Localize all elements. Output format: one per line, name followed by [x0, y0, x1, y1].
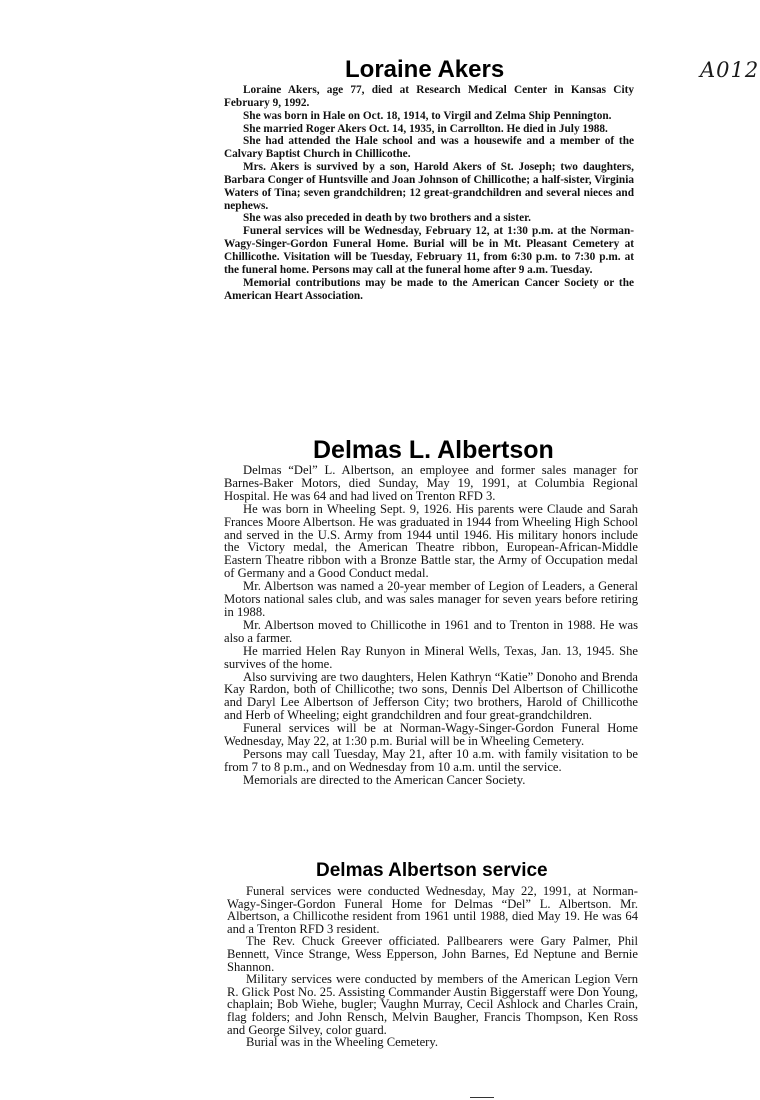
page-bottom-divider	[470, 1097, 494, 1098]
paragraph: Memorial contributions may be made to the American Cancer Society or the American Heart Association.	[224, 276, 634, 302]
paragraph: Delmas “Del” L. Albertson, an employee and former sales manager for Barnes-Baker Motors, died Sunday, May 19, 1991, at Columbia Regional Hospital. He was 64 and had lived on Trenton RFD 3.	[224, 463, 638, 503]
handwritten-archive-number: A012	[700, 58, 760, 82]
paragraph: She was born in Hale on Oct. 18, 1914, to Virgil and Zelma Ship Pennington.	[243, 109, 612, 122]
paragraph: Memorials are directed to the American Cancer Society.	[243, 772, 526, 787]
service-article-headline: Delmas Albertson service	[316, 860, 548, 881]
paragraph: Funeral services will be at Norman-Wagy-Singer-Gordon Funeral Home Wednesday, May 22, at 1:30 p.m. Burial will be in Wheeling Cemetery.	[224, 721, 638, 749]
paragraph: Funeral services will be Wednesday, February 12, at 1:30 p.m. at the Norman-Wagy-Singer-Gordon Funeral Home. Burial will be in Mt. Pleasant Cemetery at Chillicothe. Visitation will be Tuesday, February 11, from 6:30 p.m. to 7:30 p.m. at the funeral home. Persons may call at the funeral home after 9 a.m. Tuesday.	[224, 225, 634, 276]
paragraph: Mr. Albertson was named a 20-year member of Legion of Leaders, a General Motors national sales club, and was sales manager for seven years before retiring in 1988.	[224, 579, 638, 619]
obituary-body-loraine-akers	[224, 84, 634, 302]
paragraph: Military services were conducted by members of the American Legion Vern R. Glick Post No. 25. Assisting Commander Austin Biggerstaff were Don Young, chaplain; Bob Wiehe, bugler; Vaughn Murray, Cecil Ashlock and Charles Crain, flag folders; and John Rensch, Melvin Baugher, Francis Thompson, Ken Ross and George Silvey, color guard.	[227, 972, 638, 1037]
paragraph: She was also preceded in death by two brothers and a sister.	[243, 212, 531, 225]
paragraph: Persons may call Tuesday, May 21, after 10 a.m. with family visitation to be from 7 to 8 p.m., and on Wednesday from 10 a.m. until the service.	[224, 746, 638, 774]
obituary-headline-delmas-albertson: Delmas L. Albertson	[313, 436, 554, 464]
obituary-body-delmas-albertson	[224, 464, 638, 787]
paragraph: He was born in Wheeling Sept. 9, 1926. His parents were Claude and Sarah Frances Moore Albertson. He was graduated in 1944 from Wheeling High School and served in the U.S. Army from 1944 until 1946. His military honors include the Victory medal, the American Theatre ribbon, European-African-Middle Eastern Theatre ribbon with a Bronze Battle star, the Army of Occupation medal of Germany and a Good Conduct medal.	[224, 501, 638, 581]
paragraph: Loraine Akers, age 77, died at Research Medical Center in Kansas City February 9, 1992.	[224, 84, 634, 109]
paragraph: He married Helen Ray Runyon in Mineral Wells, Texas, Jan. 13, 1945. She survives of the home.	[224, 643, 638, 671]
paragraph: Burial was in the Wheeling Cemetery.	[246, 1035, 438, 1050]
paragraph: Mr. Albertson moved to Chillicothe in 1961 and to Trenton in 1988. He was also a farmer.	[224, 617, 638, 645]
paragraph: Also surviving are two daughters, Helen Kathryn “Katie” Donoho and Brenda Kay Rardon, both of Chillicothe; two sons, Dennis Del Albertson of Chillicothe and Daryl Lee Albertson of Jefferson City; two brothers, Harold of Chillicothe and Herb of Wheeling; eight grandchildren and four great-grandchildren.	[224, 669, 638, 723]
paragraph: The Rev. Chuck Greever officiated. Pallbearers were Gary Palmer, Phil Bennett, Vince Strange, Wess Epperson, John Barnes, Ed Neptune and Bernie Shannon.	[227, 934, 638, 974]
obituary-headline-loraine-akers: Loraine Akers	[345, 56, 505, 83]
paragraph: Funeral services were conducted Wednesday, May 22, 1991, at Norman-Wagy-Singer-Gordon Funeral Home for Delmas “Del” L. Albertson. Mr. Albertson, a Chillicothe resident from 1961 until 1988, died May 19. He was 64 and a Trenton RFD 3 resident.	[227, 884, 638, 936]
service-article-body	[227, 885, 638, 1049]
paragraph: She had attended the Hale school and was a housewife and a member of the Calvary Baptist Church in Chillicothe.	[224, 135, 634, 161]
paragraph: She married Roger Akers Oct. 14, 1935, in Carrollton. He died in July 1988.	[243, 122, 608, 135]
paragraph: Mrs. Akers is survived by a son, Harold Akers of St. Joseph; two daughters, Barbara Conger of Huntsville and Joan Johnson of Chillicothe; a half-sister, Virginia Waters of Tina; seven grandchildren; 12 great-grandchildren and several nieces and nephews.	[224, 161, 634, 212]
